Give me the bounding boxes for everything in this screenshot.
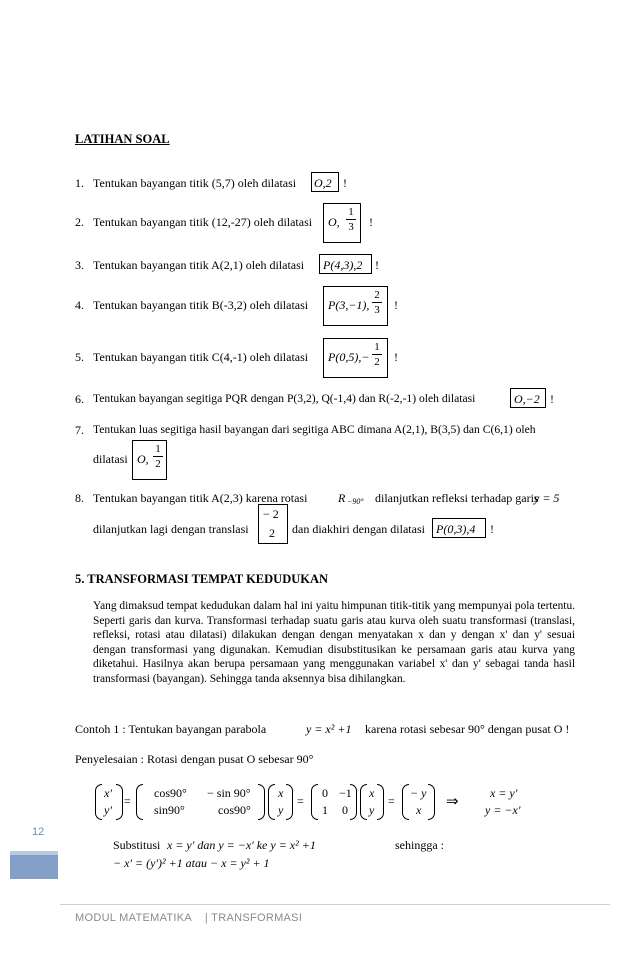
- exercise-8-vector-bottom: 2: [269, 526, 275, 540]
- substitution-equation: x = y' dan y = −x' ke y = x² +1: [167, 838, 316, 852]
- lhs-top: x': [104, 786, 112, 800]
- exercise-4-number: 4.: [75, 298, 84, 312]
- implies-arrow: ⇒: [446, 792, 459, 810]
- solution-label: Penyelesaian : Rotasi dengan pusat O sebesar 90°: [75, 752, 314, 766]
- section-title: 5. TRANSFORMASI TEMPAT KEDUDUKAN: [75, 572, 329, 586]
- rot-a11: cos90°: [154, 786, 187, 800]
- exercise-5-fraction: [372, 341, 382, 368]
- exercise-2-math: O,: [328, 215, 340, 229]
- num-paren-right: [350, 784, 357, 820]
- exercise-8-line-equation: y = 5: [534, 491, 560, 505]
- page-tab-decoration: [10, 855, 58, 879]
- exercise-8-vector-top: − 2: [263, 507, 279, 521]
- exercise-8-number: 8.: [75, 491, 84, 505]
- rot-a21: sin90°: [154, 803, 185, 817]
- num-a22: 0: [342, 803, 348, 817]
- num-a21: 1: [322, 803, 328, 817]
- exercise-1-number: 1.: [75, 176, 84, 190]
- footer-text: MODUL MATEMATIKA | TRANSFORMASI: [75, 912, 303, 924]
- exercise-7-frac-den: 2: [155, 458, 161, 470]
- exercise-8-rotation-sub: −90°: [347, 497, 364, 506]
- exercise-2-frac-num: 1: [348, 206, 354, 218]
- footer-rule: [60, 904, 610, 905]
- exercise-5-end: !: [394, 350, 398, 364]
- vec-x: x: [278, 786, 284, 800]
- rot-paren-left: [136, 784, 143, 820]
- res-paren-right: [428, 784, 435, 820]
- exercise-7-fraction: [153, 443, 163, 470]
- exercise-2-number: 2.: [75, 215, 84, 229]
- conclusion-2: y = −x': [485, 803, 521, 817]
- vec2-paren-right: [377, 784, 384, 820]
- equals-1: =: [124, 794, 131, 808]
- res-paren-left: [402, 784, 409, 820]
- exercise-7-line2: dilatasi: [93, 452, 128, 466]
- exercise-1-math: O,2: [314, 176, 332, 190]
- exercise-3-number: 3.: [75, 258, 84, 272]
- vec2-y: y: [369, 803, 375, 817]
- exercise-8-text-c: dan diakhiri dengan dilatasi: [292, 522, 425, 536]
- exercise-2-text: Tentukan bayangan titik (12,-27) oleh dilatasi: [93, 215, 313, 229]
- exercise-8-text-b: dilanjutkan refleksi terhadap garis: [375, 491, 539, 505]
- rot-paren-right: [258, 784, 265, 820]
- num-paren-left: [311, 784, 318, 820]
- vec-paren-right: [286, 784, 293, 820]
- lhs-paren-right: [116, 784, 123, 820]
- conclusion-1: x = y': [490, 786, 518, 800]
- exercise-7-text: Tentukan luas segitiga hasil bayangan dari segitiga ABC dimana A(2,1), B(3,5) dan C(6,1) oleh: [93, 423, 536, 436]
- page-number: 12: [32, 826, 45, 838]
- exercise-5-frac-num: 1: [374, 341, 380, 353]
- exercise-8-rotation: R: [338, 491, 346, 505]
- exercise-8-math: P(0,3),4: [436, 522, 476, 536]
- lhs-bottom: y': [104, 803, 112, 817]
- exercise-4-frac-den: 3: [374, 304, 380, 316]
- final-equation: − x' = (y')² +1 atau − x = y² + 1: [113, 856, 270, 870]
- exercise-6-end: !: [550, 392, 554, 406]
- example-label: Contoh 1 : Tentukan bayangan parabola: [75, 722, 267, 736]
- num-a11: 0: [322, 786, 328, 800]
- exercise-6-math: O,−2: [514, 392, 540, 406]
- exercise-4-frac-num: 2: [374, 289, 380, 301]
- exercise-1-end: !: [343, 176, 347, 190]
- exercise-8-end: !: [490, 522, 494, 536]
- lhs-paren-left: [95, 784, 102, 820]
- exercise-5-number: 5.: [75, 350, 84, 364]
- exercise-7-math: O,: [137, 452, 149, 466]
- exercise-2-fraction: [346, 206, 356, 233]
- section-paragraph: Yang dimaksud tempat kedudukan dalam hal ini yaitu himpunan titik-titik yang mempunyai pola tertentu. Seperti garis dan kurva. Transformasi terhadap suatu garis atau kurva oleh suatu transformasi (translasi, refleksi, rotasi atau dilatasi) dilakukan dengan dengan menyatakan x dan y dengan x' dan y' sesuai dengan transformasi yang digunakan. Kemudian disubstitusikan ke persamaan garis atau kurva yang diketahui. Hasilnya akan berupa persamaan yang menggunakan variabel x' dan y' sebagai tanda hasil transformasi (bayangan). Sehingga tanda aksennya bisa dihilangkan.: [93, 600, 575, 685]
- exercise-3-math: P(4,3),2: [323, 258, 363, 272]
- vec2-x: x: [369, 786, 375, 800]
- exercise-5-math: P(0,5),−: [328, 350, 370, 364]
- exercise-4-fraction: [372, 289, 382, 316]
- exercise-1-text: Tentukan bayangan titik (5,7) oleh dilatasi: [93, 176, 297, 190]
- vec-y: y: [278, 803, 284, 817]
- exercise-4-text: Tentukan bayangan titik B(-3,2) oleh dilatasi: [93, 298, 309, 312]
- page-tab-highlight: [10, 851, 58, 855]
- example-rest: karena rotasi sebesar 90° dengan pusat O !: [365, 722, 570, 736]
- exercise-6-text: Tentukan bayangan segitiga PQR dengan P(3,2), Q(-1,4) dan R(-2,-1) oleh dilatasi: [93, 392, 476, 405]
- exercise-8-text: Tentukan bayangan titik A(2,3) karena rotasi: [93, 491, 308, 505]
- exercise-3-text: Tentukan bayangan titik A(2,1) oleh dilatasi: [93, 258, 305, 272]
- equals-2: =: [297, 794, 304, 808]
- equals-3: =: [388, 794, 395, 808]
- num-a12: −1: [339, 786, 352, 800]
- exercise-2-end: !: [369, 215, 373, 229]
- rot-a12: − sin 90°: [207, 786, 251, 800]
- example-equation: y = x² +1: [306, 722, 352, 736]
- exercise-5-text: Tentukan bayangan titik C(4,-1) oleh dilatasi: [93, 350, 309, 364]
- exercise-heading: LATIHAN SOAL: [75, 132, 170, 146]
- vec2-paren-left: [360, 784, 367, 820]
- substitution-end: sehingga :: [395, 838, 444, 852]
- exercise-8-line2: dilanjutkan lagi dengan translasi: [93, 522, 249, 536]
- exercise-6-number: 6.: [75, 392, 84, 406]
- res-top: − y: [410, 786, 427, 800]
- substitution-label: Substitusi: [113, 838, 161, 852]
- rot-a22: cos90°: [218, 803, 251, 817]
- exercise-4-math: P(3,−1),: [328, 298, 370, 312]
- exercise-7-frac-num: 1: [155, 443, 161, 455]
- exercise-3-end: !: [375, 258, 379, 272]
- res-bottom: x: [416, 803, 422, 817]
- exercise-5-frac-den: 2: [374, 356, 380, 368]
- exercise-4-end: !: [394, 298, 398, 312]
- vec-paren-left: [268, 784, 275, 820]
- exercise-2-frac-den: 3: [348, 221, 354, 233]
- exercise-7-number: 7.: [75, 423, 84, 437]
